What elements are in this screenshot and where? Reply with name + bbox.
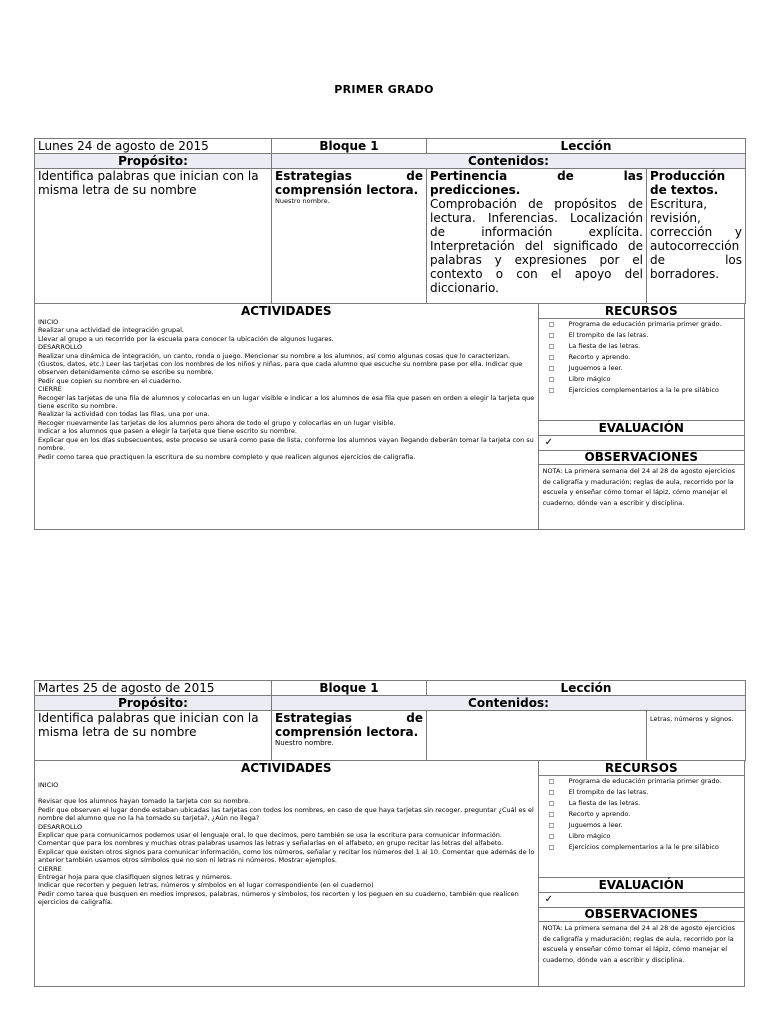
resource-item: □ Libro mágico	[548, 832, 611, 840]
block-cell: Bloque 1	[272, 681, 427, 696]
activity-line: Pedir como tarea que practiquen la escritura de su nombre completo y que realicen algunos ejercicios de caligrafía.	[38, 452, 416, 461]
bullet-icon: □	[548, 789, 555, 796]
activity-line: Llevar al grupo a un recorrido por la escuela para conocer la ubicación de algunos lugares.	[38, 334, 334, 343]
activity-line: DESARROLLO	[38, 343, 83, 352]
activity-line: DESARROLLO	[38, 822, 83, 831]
strategies-text: Nuestro nombre.	[275, 739, 334, 747]
bullet-icon: □	[548, 343, 555, 350]
activity-line: Recoger las tarjetas de una fila de alumnos y colocarlas en un lugar visible e indicar a los alumnos de esa fila que pasen en orden a elegir la tarjeta que tiene escrito su nombre.	[38, 393, 535, 411]
strategies-title: Estrategias de comprensión lectora.	[275, 169, 423, 197]
activity-line: Explicar que en los días subsecuentes, este proceso se usará como pase de lista, conforme los alumnos vayan llegando deberán tomar la tarjeta con su nombre.	[38, 435, 534, 453]
date-cell: Lunes 24 de agosto de 2015	[35, 139, 272, 154]
purpose-text: Identifica palabras que inician con la misma letra de su nombre	[35, 169, 272, 304]
activity-line: Explicar que para comunicarnos podemos usar el lenguaje oral, lo que decimos, pero también se usa la escritura para comunicar información.	[38, 831, 502, 840]
check-icon: ✓	[539, 893, 744, 908]
activity-line: Realizar la actividad con todas las filas, una por una.	[38, 410, 210, 419]
observations-text: NOTA: La primera semana del 24 al 28 de agosto ejercicios de caligrafía y maduración; reglas de aula, recorrido por la escuela y enseñar cómo tomar el lápiz, cómo manejar el cuaderno, dónde van a escribir y disciplina.	[542, 924, 736, 964]
activity-line: Pedir como tarea que busquen en medios impresos, palabras, números y símbolos, los recorten y los peguen en su cuaderno, también que realicen ejercicios de caligrafía.	[38, 889, 519, 907]
bullet-icon: □	[548, 387, 555, 394]
bullet-icon: □	[548, 332, 555, 339]
pertinence-title: Pertinencia de las predicciones.	[430, 169, 643, 197]
resource-item: □ Juguemos a leer.	[548, 364, 623, 372]
block-cell: Bloque 1	[272, 139, 427, 154]
activities-heading: ACTIVIDADES	[241, 304, 332, 318]
contents-empty-cell	[427, 711, 647, 761]
resource-item: □ La fiesta de las letras.	[548, 342, 641, 350]
activity-line: Explicar que existen otros signos para comunicar información, como los números, señalar y recitar los números del 1 al 10. Comentar que además de lo anterior también usamos otros símbolos que no son ni letras ni números. Mostrar ejemplos.	[38, 847, 535, 865]
resource-item: □ Recorto y aprendo.	[548, 353, 631, 361]
contents-label: Contenidos:	[272, 696, 746, 711]
pertinence-text: Comprobación de propósitos de lectura. Inferencias. Localización de información explícita. Interpretación del significado de palabras y expresiones por el contexto o con el apoyo del diccionario.	[430, 197, 643, 295]
resource-item: □ La fiesta de las letras.	[548, 799, 641, 807]
strategies-cell	[272, 169, 427, 304]
resources-evaluation-column	[539, 761, 744, 986]
lesson-plan-monday	[34, 138, 745, 530]
date-cell: Martes 25 de agosto de 2015	[35, 681, 272, 696]
activity-line: CIERRE	[38, 864, 62, 873]
resource-item: □ Libro mágico	[548, 375, 611, 383]
check-icon: ✓	[539, 436, 744, 451]
observations-text: NOTA: La primera semana del 24 al 28 de agosto ejercicios de caligrafía y maduración; reglas de aula, recorrido por la escuela y enseñar cómo tomar el lápiz, cómo manejar el cuaderno, dónde van a escribir y disciplina.	[542, 467, 736, 507]
activity-line: INICIO	[38, 318, 59, 326]
production-title: Producción de textos.	[650, 169, 726, 197]
evaluation-heading: EVALUACIÓN	[539, 420, 744, 436]
activity-line: Pedir que copien su nombre en el cuaderno.	[38, 376, 182, 385]
activity-line: Pedir que observen el lugar donde estaban ubicadas las tarjetas con todos los nombres, en caso de que haya tarjetas sin recoger, preguntar ¿Cuál es el nombre del alumno que no la ha tomado su tarjeta?, ¿Aún no llega?	[38, 805, 534, 823]
activity-line: Indicar a los alumnos que pasen a elegir la tarjeta que tiene escrito su nombre.	[38, 427, 297, 436]
activity-line: Realizar una actividad de integración grupal.	[38, 326, 184, 335]
activity-line: Indicar que recorten y peguen letras, números y símbolos en el lugar correspondiente (en el cuaderno)	[38, 881, 374, 890]
resource-item: □ El trompito de las letras.	[548, 331, 649, 339]
lesson-cell: Lección	[427, 139, 746, 154]
bullet-icon: □	[548, 833, 555, 840]
resource-item: □ Programa de educación primaria primer grado.	[548, 777, 722, 785]
activities-section	[35, 761, 539, 986]
evaluation-heading: EVALUACIÓN	[539, 877, 744, 893]
pertinence-cell	[427, 169, 647, 304]
bullet-icon: □	[548, 800, 555, 807]
resources-heading: RECURSOS	[539, 304, 744, 319]
activities-list	[38, 318, 535, 461]
bullet-icon: □	[548, 811, 555, 818]
plan-header-table	[34, 680, 746, 761]
bullet-icon: □	[548, 354, 555, 361]
observations-heading: OBSERVACIONES	[539, 908, 744, 922]
activity-line	[38, 789, 535, 797]
production-cell	[647, 169, 746, 304]
resource-item: □ Ejercicios complementarios a la le pre silábico	[548, 843, 719, 851]
resources-heading: RECURSOS	[539, 761, 744, 776]
bullet-icon: □	[548, 365, 555, 372]
resource-item: □ Ejercicios complementarios a la le pre silábico	[548, 386, 719, 394]
production-text: Escritura, revisión, corrección y autocorrección de los borradores.	[650, 197, 743, 281]
plan-header-table	[34, 138, 746, 304]
activity-line: INICIO	[38, 781, 59, 789]
activity-line: Recoger nuevamente las tarjetas de los alumnos pero ahora de todo el grupo y colocarlas en un lugar visible.	[38, 418, 396, 427]
resources-evaluation-column	[539, 304, 744, 529]
activity-line: Comentar que para los nombres y muchas otras palabras usamos las letras y señalarlas en el alfabeto, en grupo recitar las letras del alfabeto.	[38, 839, 504, 848]
activities-heading: ACTIVIDADES	[241, 761, 332, 775]
activity-line: Entregar hoja para que clasifiquen signos letras y números.	[38, 873, 233, 882]
plan-lower-section	[34, 761, 745, 987]
contents-label: Contenidos:	[272, 154, 746, 169]
activity-line: CIERRE	[38, 385, 62, 394]
bullet-icon: □	[548, 376, 555, 383]
resource-item: □ El trompito de las letras.	[548, 788, 649, 796]
page-title: PRIMER GRADO	[334, 83, 434, 96]
activities-list	[38, 775, 535, 907]
resources-list	[539, 319, 744, 420]
contents-extra-cell	[647, 711, 746, 761]
purpose-text: Identifica palabras que inician con la misma letra de su nombre	[35, 711, 272, 761]
plan-lower-section	[34, 304, 745, 530]
contents-extra-text: Letras, números y signos.	[650, 715, 734, 723]
resource-item: □ Recorto y aprendo.	[548, 810, 631, 818]
strategies-title: Estrategias de comprensión lectora.	[275, 711, 423, 739]
purpose-label: Propósito:	[35, 696, 272, 711]
observations-heading: OBSERVACIONES	[539, 451, 744, 465]
lesson-cell: Lección	[427, 681, 746, 696]
activity-line: Realizar una dinámica de integración, un canto, ronda o juego. Mencionar su nombre a los alumnos, así como algunas cosas que lo caracterizan. (Gustos, datos, etc.) Leer las tarjetas con los nombres de los niños y niñas, para que cada alumno que escuche su nombre pase por ella. Indicar que observen detenidamente cómo se escribe su nombre.	[38, 351, 523, 377]
bullet-icon: □	[548, 321, 555, 328]
lesson-plan-tuesday	[34, 680, 745, 987]
bullet-icon: □	[548, 778, 555, 785]
bullet-icon: □	[548, 822, 555, 829]
strategies-cell	[272, 711, 427, 761]
resource-item: □ Programa de educación primaria primer grado.	[548, 320, 722, 328]
activities-section	[35, 304, 539, 529]
strategies-text: Nuestro nombre.	[275, 197, 330, 205]
activity-line: Revisar que los alumnos hayan tomado la tarjeta con su nombre.	[38, 797, 251, 806]
purpose-label: Propósito:	[35, 154, 272, 169]
resources-list	[539, 776, 744, 877]
resource-item: □ Juguemos a leer.	[548, 821, 623, 829]
bullet-icon: □	[548, 844, 555, 851]
